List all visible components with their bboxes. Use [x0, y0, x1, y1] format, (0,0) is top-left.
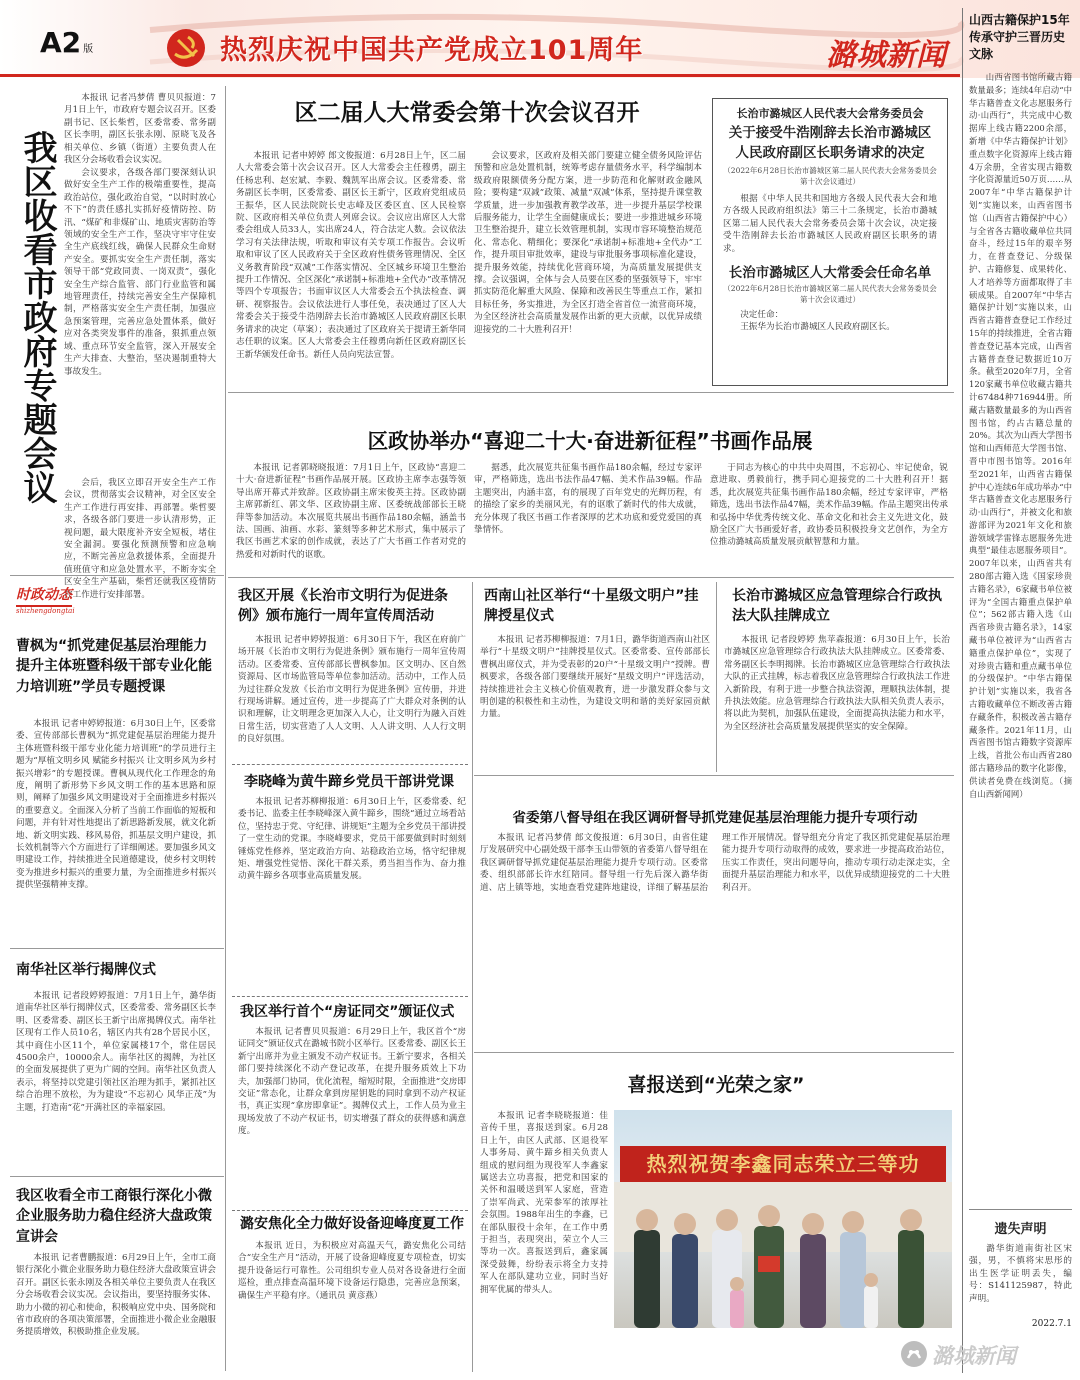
mid2-story-4-title: 喜报送到“光荣之家”	[627, 1074, 805, 1096]
appointment-list-title: 长治市潞城区人大常委会任命名单	[728, 265, 932, 281]
award-photo	[614, 1110, 952, 1328]
masthead-logo: 潞城新闻	[826, 38, 946, 73]
mid2-story-2-title: 长治市潞城区应急管理综合行政执法大队挂牌成立	[732, 588, 942, 625]
left-story-1-title: 曹枫为“抓党建促基层治理能力提升主体班暨科级干部专业化能力培训班”学员专题授课	[16, 638, 212, 695]
news-tag-cn: 时政动态	[16, 584, 72, 607]
mid2-story-4-body: 本报讯 记者李晓晓报道：佳音传千里，喜报送到家。6月28日上午，由区人武部、区退役军人事务局、黄牛蹄乡相关负责人组成的慰问组为现役军人李鑫家属送去立功喜报，把党和国家的关怀和温暖送到军人家庭，营造了崇军尚武、光荣参军的浓厚社会氛围。1988年出生的李鑫，已在部队服役十余年，在工作中勇于担当，表现突出，荣立个人三等功一次。喜报送到后，鑫家属深受鼓舞，纷纷表示将全力支持军人在部队建功立业，同时当好拥军优属的带头人。	[480, 1111, 608, 1295]
page-suffix: 版	[83, 44, 94, 55]
left-story-2-body: 本报讯 记者段婷婷报道：7月1日上午，潞华街道南华社区举行揭牌仪式，区委常委、常务副区长李明、区委常委、副区长王新宁出席揭牌仪式。南华社区现有工作人员10名，辖区内共有28个居民小区，其中商住小区11个，单位家属楼17个，常住居民4500余户，10000余人。南华社区的揭牌，为社区的全面发展提供了更为广阔的空间。南华社区负责人表示，将坚持以党建引领社区治理为抓手，紧抓社区综合治理不放松，为为建设“不忘初心 风华正茂”为主题，打造南“花”开满社区的幸福家园。	[16, 991, 216, 1113]
mid-story-1-body: 本报讯 记者申婷婷报道：6月30日下午，我区在府前广场开展《长治市文明行为促进条例》颁布施行一周年宣传周活动。区委常委、宣传部部长曹枫参加。区文明办、区自然资源局、区市场监管局等单位参加活动。活动中，工作人员为过往群众发放《长治市文明行为促进条例》宣传册，并进行现场讲解。通过宣传，进一步提高了广大群众对条例的认识和理解，让文明理念更加深入人心，让文明行为融入百姓日常生活，切实营造了人人文明、人人讲文明、人人行文明的良好氛围。	[238, 635, 466, 745]
mid-story-2-body: 本报讯 记者苏柳柳报道：6月30日上午，区委常委、纪委书记、监委主任李晓峰深入黄牛蹄乡，围绕“通过立场看站位，坚持忠于党、守纪律、讲规矩”主题为全乡党员干部讲授了一堂生动的党课。李晓峰要求，党员干部要做到时时刻刻锤炼党性修养，坚定政治方向、站稳政治立场，恪守纪律规矩、增强党性觉悟、深化干群关系，勇当担当作为、奋力推动黄牛蹄乡各项事业高质量发展。	[238, 797, 466, 882]
lead-para-1: 本报讯 记者冯梦倩 曹贝贝报道：7月1日上午，市政府专题会议召开。区委副书记、区长柴哲，区委常委、常务副区长李明，副区长张永刚、原晓飞及各相关单位、乡镇（街道）主要负责人在我区分会场收看会议实况。	[64, 93, 216, 166]
decision-box	[712, 98, 948, 386]
header-banner-slogan: 热烈庆祝中国共产党成立101周年	[220, 35, 644, 66]
mid-story-2-title: 李晓峰为黄牛蹄乡党员干部讲党课	[244, 774, 454, 790]
lost-statement-body: 潞华街道南街社区宋强，男，不慎将宋思彤的出生医学证明丢失，编号：S141125987，特此声明。	[969, 1244, 1072, 1304]
left-story-3-title: 我区收看全市工商银行深化小微企业服务助力稳住经济大盘政策宣讲会	[16, 1188, 212, 1245]
header-bar	[0, 0, 1080, 78]
lead-para-3: 会后，我区立即召开安全生产工作会议，贯彻落实会议精神，对全区安全生产工作进行再安排、再部署。柴哲要求，各级各部门要进一步认清形势，正视问题，最大限度补齐安全短板，堵住安全漏洞。要强化预测预警和应急响应，不断完善应急救援体系，全面提升值班值守和应急处置水平，不断夯实全区安全生产基础，柴哲还就我区疫情防控工作进行安排部署。	[64, 478, 216, 600]
mid-story-3-title: 我区举行首个“房证同交”颁证仪式	[240, 1004, 455, 1020]
news-tag-en: shizhengdongtai	[16, 607, 75, 615]
calligraphy-col-2: 据悉，此次展览共征集书画作品180余幅，经过专家评审，严格筛选，选出书法作品47幅、美术作品39幅。作品主题突出，内涵丰富，有的展现了百年党史的光辉历程，有的描绘了家乡的美丽风光，有的讴歌了新时代的伟大成就，充分体现了我区书画工作者深厚的艺术功底和爱党爱国的真挚情怀。	[474, 463, 702, 536]
watermark-text: 潞城新闻	[932, 1344, 1016, 1368]
sidebar-title: 山西古籍保护15年传承守护三晋历史文脉	[969, 13, 1070, 61]
mid2-story-2-body: 本报讯 记者段婷婷 焦苹森报道：6月30日上午，长治市潞城区应急管理综合行政执法大队挂牌成立。区委常委、常务副区长李明揭牌。长治市潞城区应急管理综合行政执法大队的正式挂牌，标志着我区应急管理综合行政执法工作进入新阶段，有利于进一步整合执法资源，理顺执法体制，提升执法效能。应急管理综合行政执法大队相关负责人表示，将以此为契机，加强队伍建设，全面提高执法能力和水平，为全区经济社会高质量发展提供坚实的安全保障。	[724, 635, 950, 732]
calligraphy-col-1: 本报讯 记者郭晓晓报道：7月1日上午，区政协“喜迎二十大·奋进新征程”书画作品展开展。区政协主席李志强等领导出席开幕式并致辞。区政协副主席宋俊英主持。区政协副主席郭新红、郭文华、区政协副主席、区委统战部部长王晓萍等参加活动。本次展览共展出书画作品180余幅，涵盖书法、国画、油画、水彩、篆刻等多种艺术形式，集中展示了我区书画艺术家的创作成就，表达了广大书画工作者对党的热爱和对新时代的讴歌。	[236, 463, 466, 560]
watermark	[900, 1332, 1070, 1376]
page-number-text: A2	[40, 26, 82, 59]
calligraphy-col-3: 于同志为核心的中共中央周围，不忘初心、牢记使命，锐意进取、勇毅前行，携手同心迎接党的二十大胜利召开！据悉，此次展览共征集书画作品180余幅，经过专家评审，严格筛选，选出书法作品47幅，美术作品39幅。作品主题突出传承和弘扬中华优秀传统文化、革命文化和社会主义先进文化，鼓励全区广大书画爱好者，政协委员积极投身文艺创作，为全方位推动潞城高质量发展贡献智慧和力量。	[710, 463, 948, 548]
decision-org: 长治市潞城区人民代表大会常务委员会	[736, 107, 924, 120]
mid2-story-3-title: 省委第八督导组在我区调研督导抓党建促基层治理能力提升专项行动	[512, 810, 918, 826]
party-emblem-icon	[166, 28, 206, 68]
left-story-1-body: 本报讯 记者申婷婷报道：6月30日上午，区委常委、宣传部部长曹枫为“抓党建促基层治理能力提升主体班暨科级干部专业化能力培训班”的学员进行主题为“厚植文明乡风 赋能乡村振兴 让文明乡风为乡村振兴增彩”的专题授课。曹枫从现代化工作理念的角度，阐明了新形势下乡风文明工作的基本思路和原则，阐释了加强乡风文明建设对于全面推进乡村振兴的重要意义。全面深入分析了当前工作面临的短板和问题，并有针对性地提出了新思路新发展，就文化新地、新文明实践、移风易俗，抓基层文明户建设，抓长效机制等六个方面进行了详细阐述。要加强乡风文明建设工作，持续推进全民道德建设，使乡村文明转变为推进乡村振兴的重要力量，为全面推进乡村振兴提供坚强精神支撑。	[16, 719, 216, 891]
appointment-decide: 决定任命：	[740, 310, 784, 320]
decision-title: 关于接受牛浩刚辞去长治市潞城区人民政府副区长职务请求的决定	[728, 125, 932, 161]
lost-statement-title: 遗失声明	[994, 1222, 1047, 1237]
lead-article	[64, 92, 216, 637]
decision-note: （2022年6月28日长治市潞城区第二届人民代表大会常务委员会第十次会议通过）	[723, 166, 937, 186]
left-story-3-body: 本报讯 记者曹鹏报道：6月29日上午，全市工商银行深化小微企业服务助力稳住经济大盘政策宣讲会召开。副区长张永刚及各相关单位主要负责人在我区分会场收看会议实况。会议指出，要坚持服务实体、助力小微的初心和使命，积极响应党中央、国务院和省市政府的各项决策部署，全面推进小微企业金融服务提质增效，积极助推企业发展。	[16, 1253, 216, 1338]
feature-col-1: 本报讯 记者申婷婷 郎文俊报道：6月28日上午，区二届人大常委会第十次会议召开。区人大常委会主任穆勇，副主任杨忠利、赵宏斌、李毅、魏凯军出席会议。区委常委、常务副区长李明，区委常委、副区长王新宁，区政府党组成员王振华，区人民法院院长史志峰及区委区直、区人民检察院、区政府相关单位负责人列席会议。会议应出席区人大常委会组成人员33人，实出席24人，符合法定人数。会议依法学习有关法律法规，听取和审议有关专项工作报告。会议听取和审议了区人民政府关于全区政府性债务管理情况、全区义务教育阶段“双减”工作落实情况、全区城乡环境卫生整治提升工作情况、全区深化“承诺制+标准地+全代办”改革情况等四个专项报告；书面审议区人大常委会五个执法检查、调研、视察报告。会议依法进行人事任免，表决通过了区人大常委会关于接受牛浩刚辞去长治市潞城区人民政府副区长职务请求的决定（草案）；表决通过了区政府关于提请王新华同志任职的议案。区人大常委会主任穆勇向新任区政府副区长王新华颁发任命书。新任人员向宪法宣誓。	[236, 151, 466, 360]
lead-para-2: 会议要求，各级各部门要深刻认识做好安全生产工作的极端重要性，提高政治站位，强化政治自觉，“以时时放心不下”的责任感扎实抓好疫情防控、防汛、“煤矿和非煤矿山、地质灾害防治等领域的安全生产工作，坚决守牢守住安全生产底线红线，确保人民群众生命财产安全。要抓实安全生产责任制，落实领导干部“党政同责、一岗双责”，强化安全生产综合监管、部门行业监管和属地管理责任，持续完善安全生产保障机制，严格落实安全生产责任制，加强应急预案管理，完善应急处置体系，做好应对各类突发事件的准备，狠抓重点领域、重点环节安全监管，深入开展安全生产大排查、大整治，坚决遏制重特大事故发生。	[64, 168, 216, 377]
mid2-story-1-body: 本报讯 记者苏柳柳报道：7月1日，潞华街道西南山社区举行“十星级文明户”挂牌授星仪式。区委常委、宣传部部长曹枫出席仪式，并为受表彰的20户“十星级文明户”授牌。曹枫要求，各级各部门要继续开展好“星级文明户”评选活动，持续推进社会主义核心价值观教育，进一步激发群众参与文明创建的积极性和主动性，为建设文明和谐的美好家园贡献力量。	[480, 635, 710, 720]
appointment-person: 王振华为长治市潞城区人民政府副区长。	[740, 322, 895, 333]
mid-story-4-body: 本报讯 近日，为积极应对高温天气，潞安焦化公司结合“安全生产月”活动，开展了设备迎峰度夏专项检查，切实提升设备运行可靠性。公司组织专业人员对各设备进行全面巡检，重点排查高温环境下设备运行隐患，完善应急预案，确保生产平稳有序。（通讯员 黄彦燕）	[238, 1241, 466, 1301]
photo-people	[614, 1190, 952, 1328]
sidebar-date: 2022.7.1	[1031, 1319, 1072, 1329]
watermark-icon	[900, 1340, 928, 1368]
mid2-story-1-title: 西南山社区举行“十星级文明户”挂牌授星仪式	[484, 588, 699, 625]
feature-title: 区二届人大常委会第十次会议召开	[294, 100, 640, 126]
mid-story-3-body: 本报讯 记者曹贝贝报道：6月29日上午，我区首个“房证同交”颁证仪式在潞城书院小区举行。区委常委、副区长王新宁出席并为业主颁发不动产权证书。王新宁要求，各相关部门要持续深化不动产登记改革，在提升服务质效上下功夫，加强部门协同，优化流程，缩短时限，全面推进“交房即交证”常态化，让群众拿到房屋钥匙的同时拿到不动产权证书，真正实现“拿房即拿证”。揭牌仪式上，工作人员为业主现场发放了不动产权证书，切实增强了群众的获得感和满意度。	[238, 1027, 466, 1137]
sidebar-body: 山西省图书馆所藏古籍数量最多；连续4年启动“中华古籍普查文化志愿服务行动·山西行”，共完成中心数据库上线古籍2200余部，新增《中华古籍保护计划》重点数字化资源库上线古籍4万余册，全省实现古籍数字化资源量近50万页……从2007年“中华古籍保护计划”实施以来，山西省图书馆（山西省古籍保护中心）与全省各古籍收藏单位共同奋斗，经过15年的艰辛努力，在普查登记、分级保护、古籍修复、成果转化、人才培养等方面都取得了丰硕成果。自2007年“中华古籍保护计划”实施以来，山西省古籍普查登记工作经过15年的持续推进，全省古籍普查登记基本完成，山西省古籍普查登记数据近10万条。截至2020年7月，全省120家藏书单位收藏古籍共计67484种716944册。所藏古籍数量最多的为山西省图书馆，约占古籍总量的20%。其次为山西大学图书馆和山西师范大学图书馆、晋中市图书馆等。2016年至2021年，山西省古籍保护中心连续6年成功举办“中华古籍普查文化志愿服务行动·山西行”，并被文化和旅游部评为2021年文化和旅游领域学雷锋志愿服务先进典型“最佳志愿服务项目”。2007年以来，山西省共有280部古籍入选《国家珍贵古籍名录》，6家藏书单位被评为“全国古籍重点保护单位”；562部古籍入选《山西省珍贵古籍名录》，14家藏书单位被评为“山西省古籍重点保护单位”，实现了对珍贵古籍和重点藏书单位的分级保护。“中华古籍保护计划”实施以来，我省各古籍收藏单位不断改善古籍存藏条件，积极改善古籍存藏条件。2021年11月，山西省图书馆古籍数字资源库上线，首批公布山西省280部古籍珍品的数字化影像，供读者免费在线浏览。（摘自山西新闻网）	[969, 72, 1072, 799]
appointment-note: （2022年6月28日长治市潞城区第二届人民代表大会常务委员会第十次会议通过）	[723, 284, 937, 304]
news-section-tag	[16, 584, 75, 615]
calligraphy-title: 区政协举办“喜迎二十大·奋进新征程”书画作品展	[367, 429, 813, 453]
lead-vertical-title: 我区收看市政府专题会议	[17, 130, 57, 504]
photo-banner-text: 热烈祝贺李鑫同志荣立三等功	[646, 1152, 920, 1176]
decision-body: 根据《中华人民共和国地方各级人民代表大会和地方各级人民政府组织法》第三十二条规定，长治市潞城区第二届人民代表大会常务委员会第十次会议，决定接受牛浩刚辞去长治市潞城区人民政府副区长职务的请求。	[723, 194, 937, 254]
photo-red-banner	[620, 1146, 946, 1182]
mid-story-4-title: 潞安焦化全力做好设备迎峰度夏工作	[240, 1216, 464, 1232]
sidebar	[962, 8, 1072, 1373]
left-story-2-title: 南华社区举行揭牌仪式	[16, 962, 156, 978]
mid-story-1-title: 我区开展《长治市文明行为促进条例》颁布施行一周年宣传周活动	[238, 588, 448, 625]
mid2-story-3-body: 本报讯 记者冯梦倩 郎文俊报道：6月30日，由省住建厅发展研究中心副处级干部李玉山带领的省委第八督导组在我区调研督导抓党建促基层治理能力提升专项行动。区委常委、组织部部长许水红陪同。督导组一行先后深入潞华街道、店上镇等地，实地查看党建阵地建设，详细了解基层治理工作开展情况。督导组充分肯定了我区抓党建促基层治理能力提升专项行动取得的成效，要求进一步提高政治站位，压实工作责任，突出问题导向，推动专项行动走深走实，全面提升基层治理能力和水平，以优异成绩迎接党的二十大胜利召开。	[480, 833, 950, 893]
page-number	[40, 26, 93, 59]
feature-col-2: 会议要求，区政府及相关部门要建立健全债务风险评估预警和应急处置机制，统筹考虑存量债务水平，科学编制本级政府限额债务分配方案，进一步防范和化解财政金融风险；要构建“双减”政策、减量“双减”体系，坚持提升课堂教学质量，进一步加强教育教学改革，进一步提升基层学校课后服务能力，让学生全面健康成长；要进一步推进城乡环境卫生整治提升，建立长效管理机制，实现市容环境整治规范化、常态化、精细化；要深化“承诺制+标准地+全代办”工作，提升项目审批效率，建设与审批服务事项标准化建设，提升服务效能，持续优化营商环境，为高质量发展提供支撑。会议强调，全体与会人员要在区委的坚强领导下，牢牢抓实防范化解重大风险、保障和改善民生等重点工作，紧扣目标任务，务实推进，为全区打造全省首位一流营商环境，为全区经济社会高质量发展作出新的更大贡献，以优异成绩迎接党的二十大胜利召开！	[474, 151, 702, 335]
